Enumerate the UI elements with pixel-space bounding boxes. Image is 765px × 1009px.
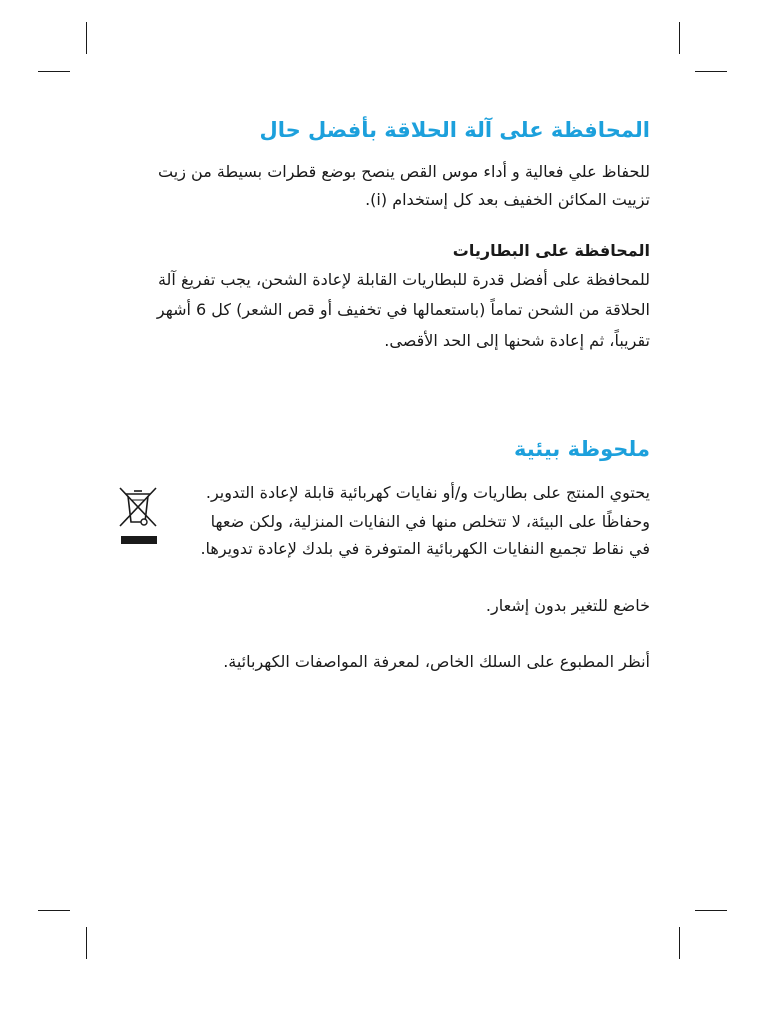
- crop-mark-top-left-vertical: [86, 22, 87, 54]
- crop-mark-top-right-vertical: [679, 22, 680, 54]
- care-line-2: تزييت المكائن الخفيف بعد كل إستخدام (i).: [365, 190, 650, 209]
- crop-mark-top-left-horizontal: [38, 71, 70, 72]
- care-heading: المحافظة على آلة الحلاقة بأفضل حال: [259, 118, 650, 142]
- environment-line-3: في نقاط تجميع النفايات الكهربائية المتوفرة في بلدك لإعادة تدويرها.: [200, 539, 650, 558]
- environment-line-1: يحتوي المنتج على بطاريات و/أو نفايات كهربائية قابلة لإعادة التدوير.: [205, 483, 650, 502]
- crop-mark-top-right-horizontal: [695, 71, 727, 72]
- batteries-line-1: للمحافظة على أفضل قدرة للبطاريات القابلة لإعادة الشحن، يجب تفريغ آلة: [157, 270, 650, 289]
- batteries-heading: المحافظة على البطاريات: [452, 241, 650, 260]
- crop-mark-bottom-left-horizontal: [38, 910, 70, 911]
- crop-mark-bottom-right-horizontal: [695, 910, 727, 911]
- batteries-line-2: الحلاقة من الشحن تماماً (باستعمالها في تخفيف أو قص الشعر) كل 6 أشهر: [156, 300, 650, 319]
- crossed-out-wheelie-bin-icon: [116, 484, 160, 546]
- environment-heading: ملحوظة بيئية: [513, 437, 650, 461]
- rating-label-note: أنظر المطبوع على السلك الخاص، لمعرفة المواصفات الكهربائية.: [223, 652, 650, 671]
- subject-to-change-note: خاضع للتغير بدون إشعار.: [485, 596, 650, 615]
- crop-mark-bottom-left-vertical: [86, 927, 87, 959]
- batteries-line-3: تقريباً، ثم إعادة شحنها إلى الحد الأقصى.: [384, 331, 650, 350]
- care-line-1: للحفاظ علي فعالية و أداء موس القص ينصح بوضع قطرات بسيطة من زيت: [158, 162, 650, 181]
- crop-mark-bottom-right-vertical: [679, 927, 680, 959]
- environment-line-2: وحفاظًا على البيئة، لا تتخلص منها في النفايات المنزلية، ولكن ضعها: [210, 512, 650, 531]
